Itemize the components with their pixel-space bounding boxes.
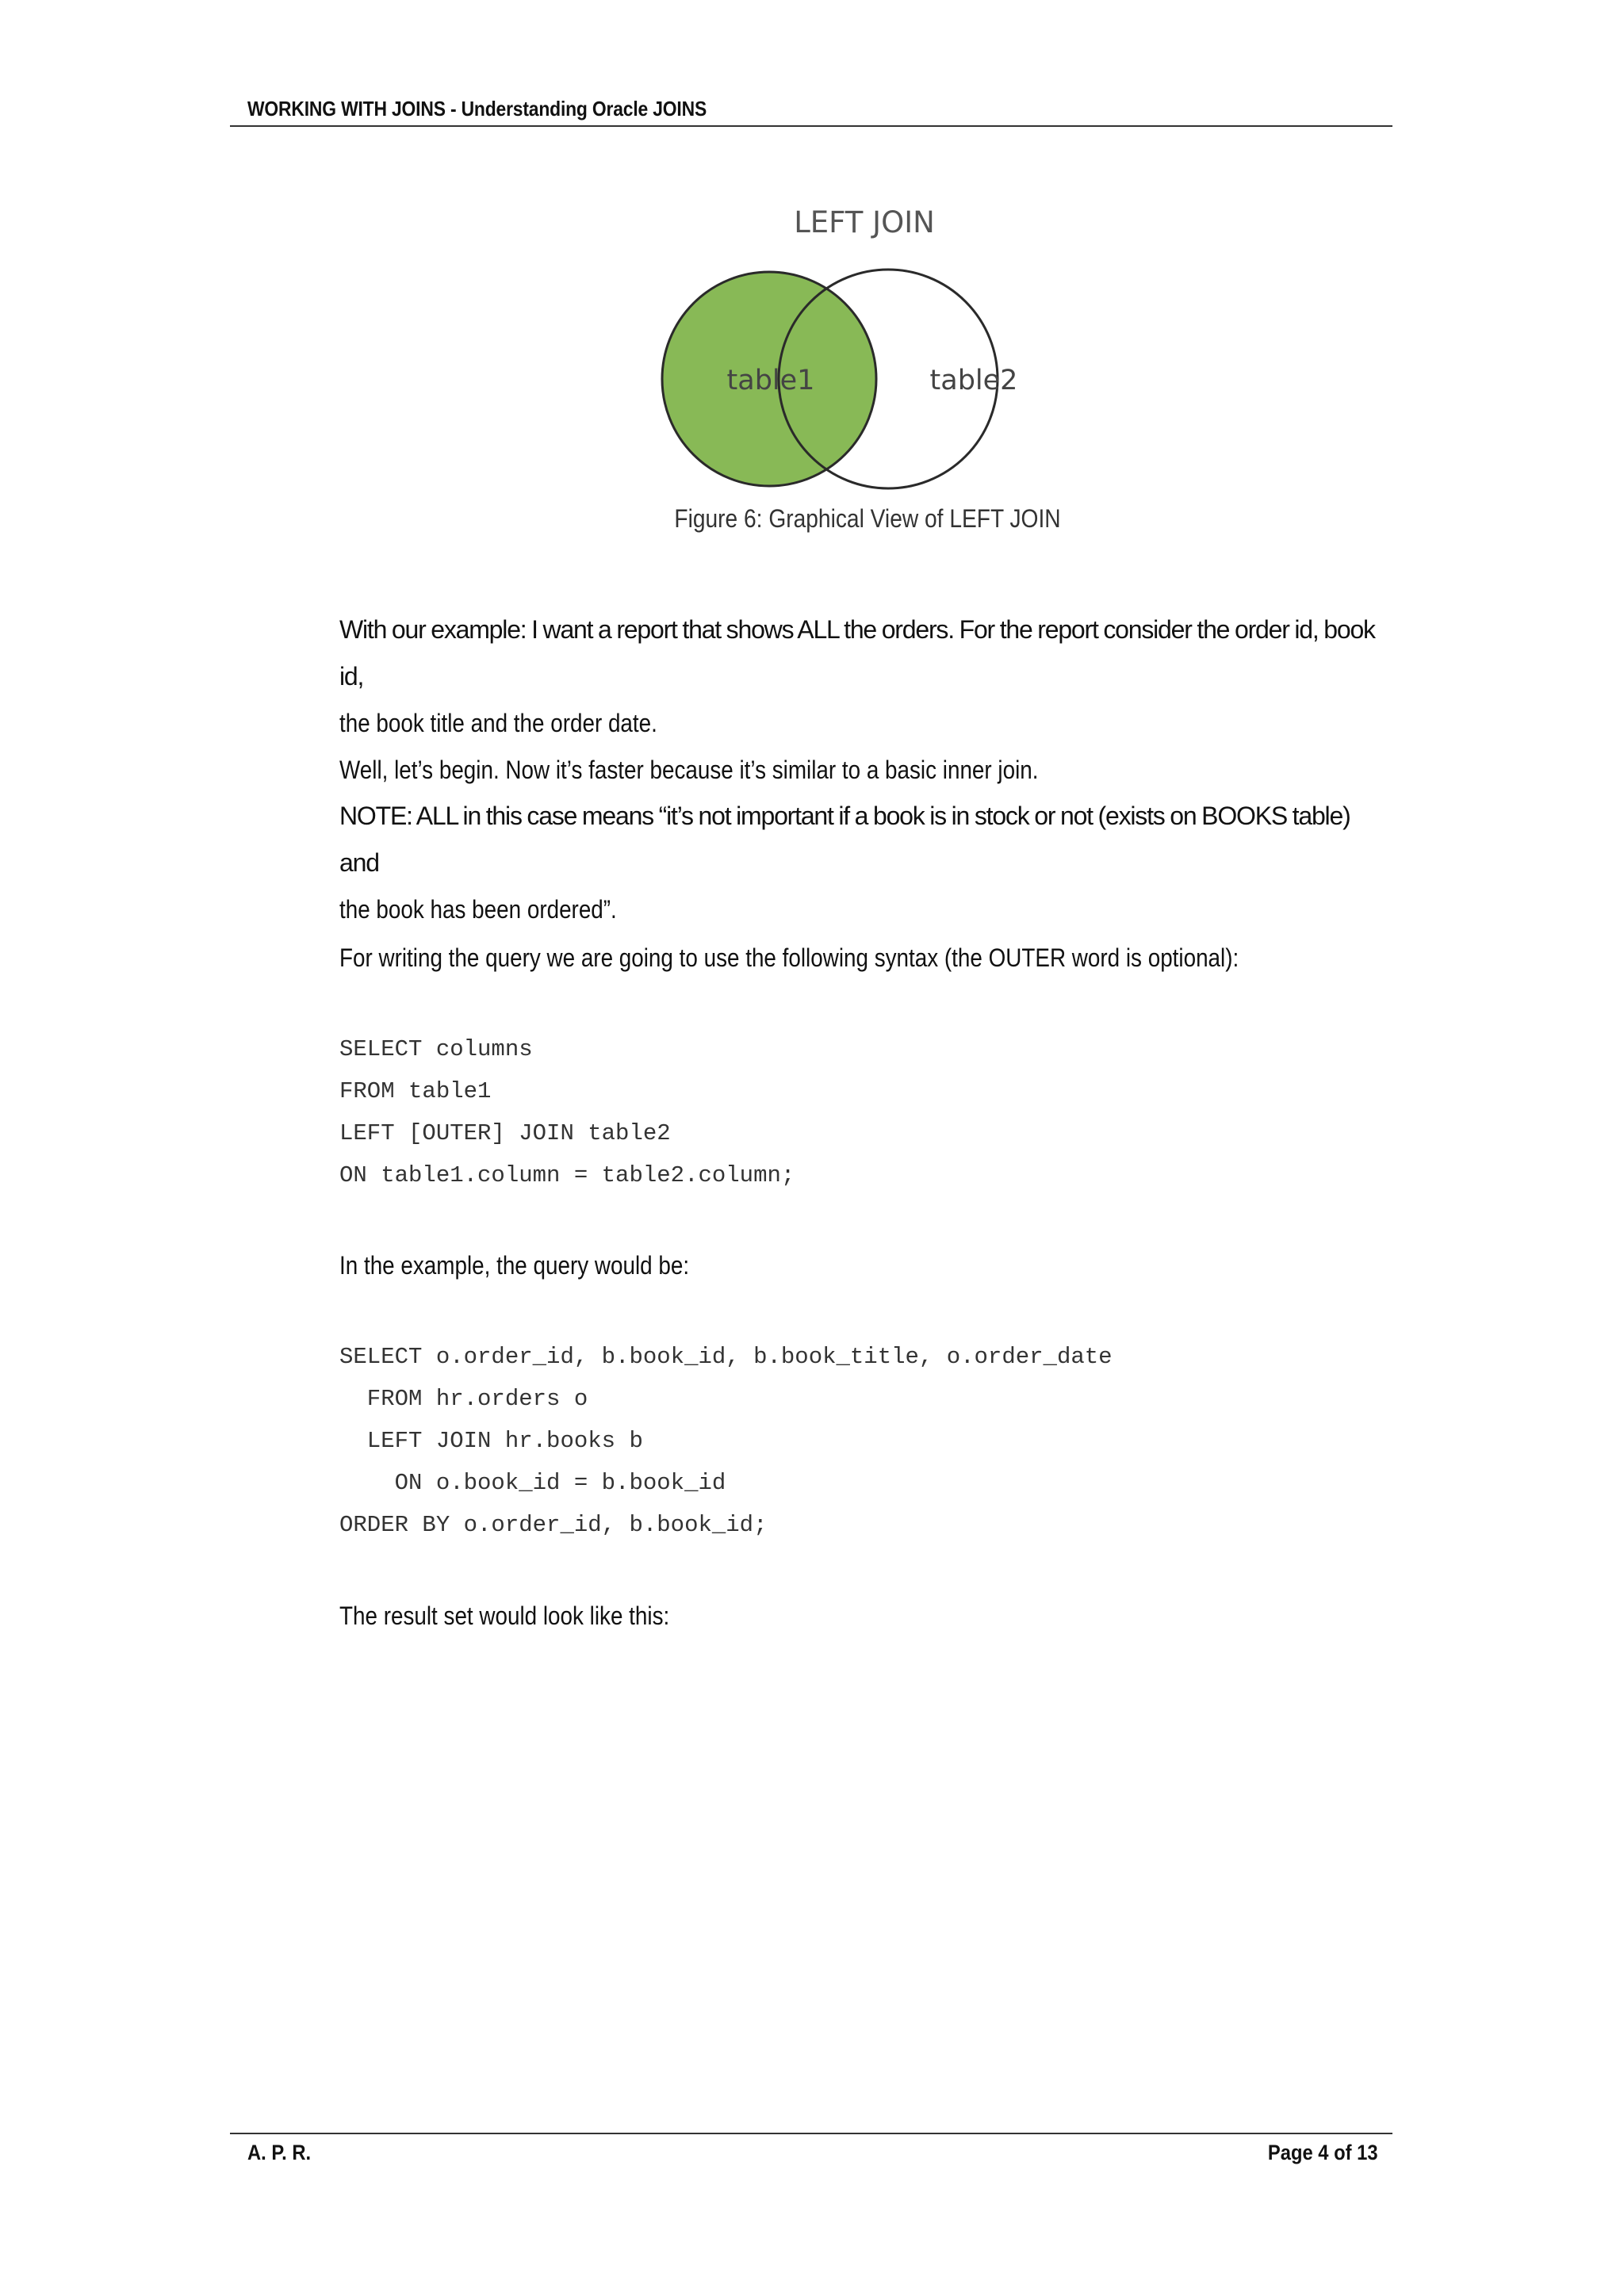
- code-line: ORDER BY o.order_id, b.book_id;: [339, 1512, 768, 1538]
- code-line: LEFT [OUTER] JOIN table2: [339, 1120, 671, 1146]
- note-paragraph: [339, 793, 1394, 933]
- note-line-2: the book has been ordered”.: [339, 895, 617, 924]
- venn-svg: [650, 194, 1078, 503]
- code-line: FROM table1: [339, 1078, 492, 1104]
- example-intro-paragraph: [339, 1242, 1394, 1289]
- intro-line-1: With our example: I want a report that shows ALL the orders. For the report consider the order id, book id,: [339, 615, 1375, 691]
- page-footer: [230, 2133, 1392, 2174]
- code-line: ON table1.column = table2.column;: [339, 1162, 795, 1188]
- code-line: SELECT o.order_id, b.book_id, b.book_title, o.order_date: [339, 1344, 1113, 1370]
- figure-caption: Figure 6: Graphical View of LEFT JOIN: [674, 504, 1061, 533]
- table1-label: table1: [726, 365, 815, 396]
- footer-page-number: Page 4 of 13: [1268, 2141, 1378, 2164]
- code-line: ON o.book_id = b.book_id: [339, 1470, 726, 1496]
- footer-author: A. P. R.: [247, 2141, 312, 2164]
- result-intro-paragraph: [339, 1593, 1394, 1640]
- syntax-intro: For writing the query we are going to use the following syntax (the OUTER word is optional):: [339, 943, 1239, 972]
- header-title: WORKING WITH JOINS - Understanding Oracle JOINS: [247, 97, 707, 121]
- code-line: LEFT JOIN hr.books b: [339, 1428, 643, 1454]
- result-intro: The result set would look like this:: [339, 1601, 670, 1630]
- table2-label: table2: [929, 365, 1018, 396]
- code-line: SELECT columns: [339, 1036, 533, 1062]
- left-join-venn-diagram: [650, 194, 1078, 503]
- example-code-block: [339, 1336, 1113, 1546]
- intro-paragraph: [339, 607, 1394, 794]
- example-intro: In the example, the query would be:: [339, 1251, 690, 1280]
- page-header: [230, 94, 1392, 127]
- code-line: FROM hr.orders o: [339, 1386, 588, 1412]
- intro-line-2: the book title and the order date.: [339, 709, 657, 737]
- syntax-intro-paragraph: [339, 935, 1394, 982]
- diagram-title: LEFT JOIN: [794, 205, 935, 239]
- syntax-code-block: [339, 1028, 795, 1196]
- note-line-1: NOTE: ALL in this case means “it’s not important if a book is in stock or not (exists on BOOKS table) and: [339, 802, 1350, 877]
- intro-line-3: Well, let’s begin. Now it’s faster because it’s similar to a basic inner join.: [339, 756, 1039, 784]
